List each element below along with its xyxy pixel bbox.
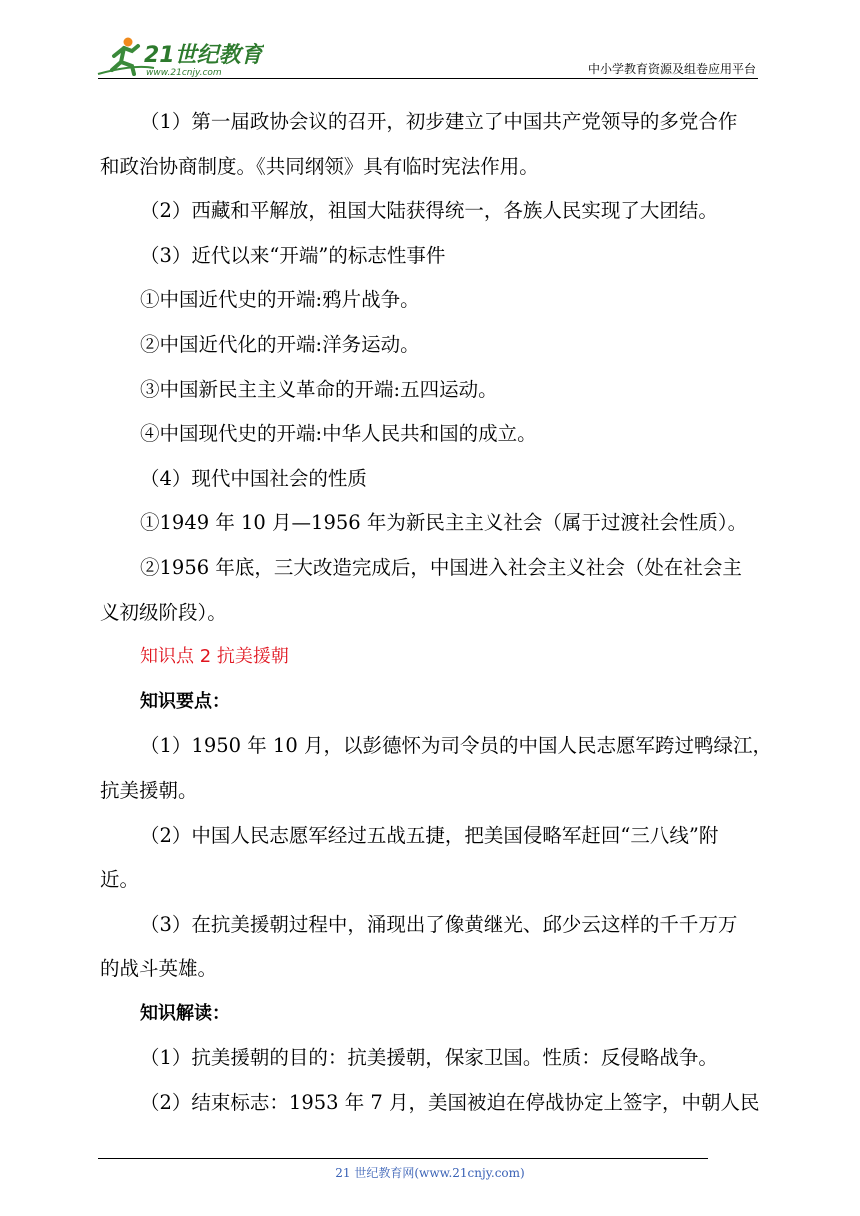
text-line: 近。 <box>100 868 140 892</box>
text-line: （2）中国人民志愿军经过五战五捷，把美国侵略军赶回“三八线”附 <box>140 823 719 847</box>
text-line: （1）抗美援朝的目的：抗美援朝，保家卫国。性质：反侵略战争。 <box>140 1046 718 1070</box>
header-divider <box>98 78 758 79</box>
text-line: （2）西藏和平解放，祖国大陆获得统一，各族人民实现了大团结。 <box>140 199 718 223</box>
text-line: （2）结束标志：1953 年 7 月，美国被迫在停战协定上签字，中朝人民 <box>140 1091 760 1115</box>
subsection-heading: 知识要点： <box>140 690 230 712</box>
text-line: ③中国新民主主义革命的开端:五四运动。 <box>140 377 498 401</box>
section-heading: 知识点 2 抗美援朝 <box>140 646 289 668</box>
text-line: （3）在抗美援朝过程中，涌现出了像黄继光、邱少云这样的千千万万 <box>140 912 738 936</box>
site-logo <box>94 34 264 78</box>
text-line: （3）近代以来“开端”的标志性事件 <box>140 243 446 267</box>
text-line: 抗美援朝。 <box>100 778 198 802</box>
text-line: （1）第一届政协会议的召开，初步建立了中国共产党领导的多党合作 <box>140 110 738 133</box>
text-line: 义初级阶段）。 <box>100 600 227 624</box>
text-line: （4）现代中国社会的性质 <box>140 466 367 490</box>
subsection-heading: 知识解读： <box>140 1002 230 1024</box>
text-line: ①中国近代史的开端:鸦片战争。 <box>140 288 420 312</box>
svg-text:21世纪教育: 21世纪教育 <box>144 43 263 68</box>
svg-text:www.21cnjy.com: www.21cnjy.com <box>146 68 222 78</box>
text-line: ①1949 年 10 月—1956 年为新民主主义社会（属于过渡社会性质）。 <box>140 511 748 535</box>
platform-caption: 中小学教育资源及组卷应用平台 <box>587 62 756 76</box>
text-line: ②1956 年底，三大改造完成后，中国进入社会主义社会（处在社会主 <box>140 555 742 579</box>
text-line: ④中国现代史的开端:中华人民共和国的成立。 <box>140 422 537 446</box>
text-line: ②中国近代化的开端:洋务运动。 <box>140 332 420 356</box>
text-line: 的战斗英雄。 <box>100 957 218 981</box>
footer-divider <box>98 1158 708 1159</box>
document-body <box>100 100 772 1126</box>
text-line: 和政治协商制度。《共同纲领》具有临时宪法作用。 <box>100 154 539 178</box>
footer-text: 21 世纪教育网(www.21cnjy.com) <box>335 1166 525 1180</box>
text-line: （1）1950 年 10 月，以彭德怀为司令员的中国人民志愿军跨过鸭绿江， <box>140 734 772 758</box>
